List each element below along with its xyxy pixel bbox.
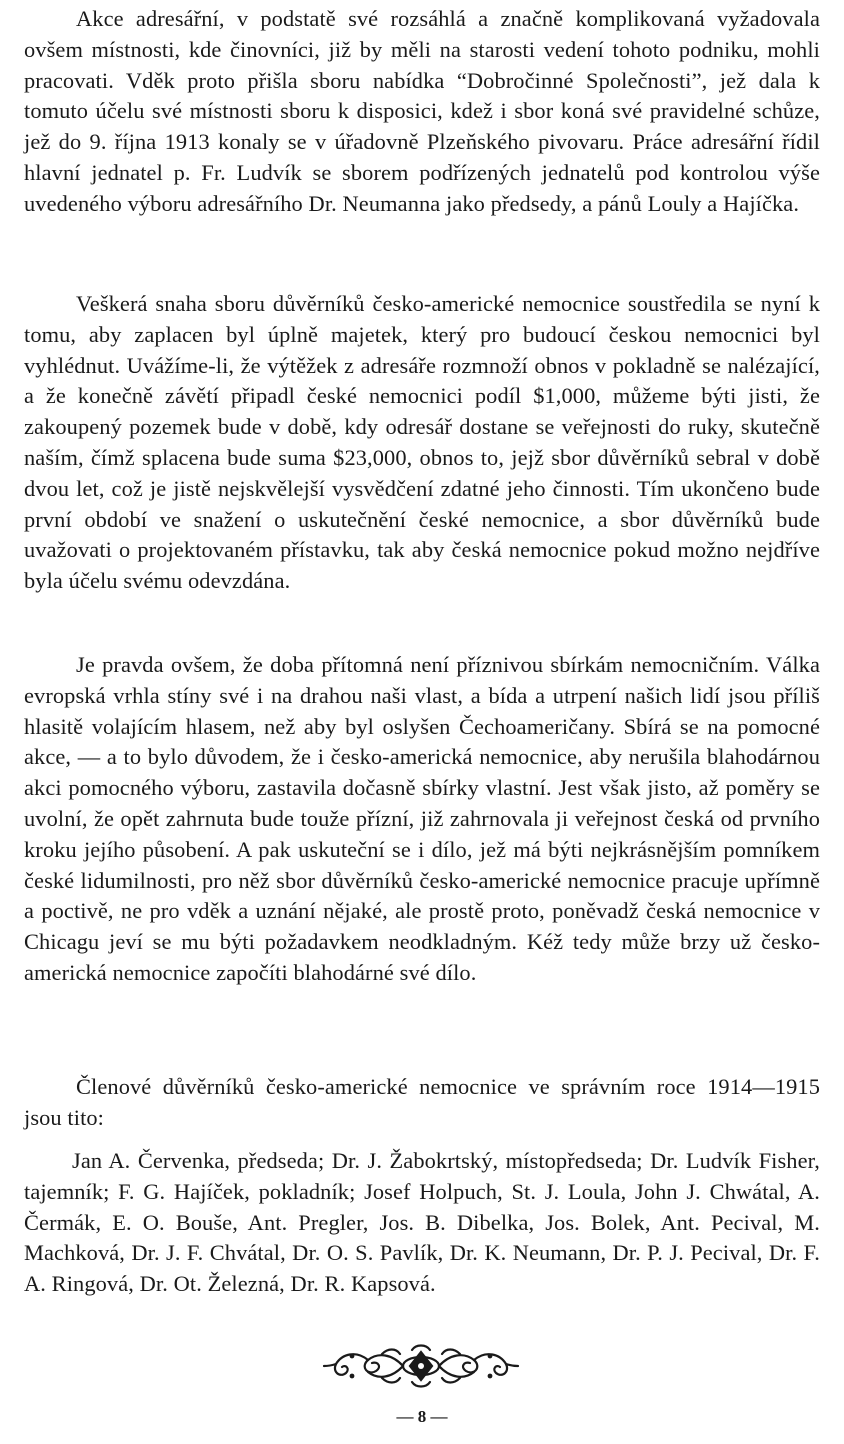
page-number: — 8 — (396, 1407, 448, 1426)
decorative-scroll-icon (322, 1340, 520, 1392)
paragraph-war-collections: Je pravda ovšem, že doba přítomná není příznivou sbírkám nemocničním. Válka evropská vrhla stíny své i na drahou naši vlast, a bída a utrpení našich lidí jsou příliš hlasitě volajícím hlasem, než aby byl oslyšen Čechoameričany. Sbírá se na pomocné akce, — a to bylo důvodem, že i česko-americká nemocnice, aby nerušila blahodárnou akci pomocného výboru, zastavila dočasně sbírky vlastní. Jest však jisto, až poměry se uvolní, že opět zahrnuta bude touže přízní, již zahrnovala ji veřejnost česká od prvního kroku jejího působení. A pak uskuteční se i dílo, jež má býti nejkrásnějším pomníkem české lidumilnosti, pro něž sbor důvěrníků česko-americké nemocnice pracuje upřímně a poctivě, ne pro vděk a uznání nějaké, ale prostě proto, poněvadž česká nemocnice v Chicagu jeví se mu býti požadavkem neodkladným. Kéž tedy může brzy už česko-americká nemocnice započíti blahodárné své dílo. (24, 652, 820, 985)
paragraph-members-list: Jan A. Červenka, předseda; Dr. J. Žabokrtský, místopředseda; Dr. Ludvík Fisher, tajemník; F. G. Hajíček, pokladník; Josef Holpuch, St. J. Loula, John J. Chwátal, A. Čermák, E. O. Bouše, Ant. Pregler, Jos. B. Dibelka, Jos. Bolek, Ant. Pecival, M. Machková, Dr. J. F. Chvátal, Dr. O. S. Pavlík, Dr. K. Neumann, Dr. P. J. Pecival, Dr. F. A. Ringová, Dr. Ot. Železná, Dr. R. Kapsová. (24, 1148, 820, 1297)
paragraph-members-intro: Členové důvěrníků česko-americké nemocnice ve správním roce 1914—1915 jsou tito: (24, 1074, 820, 1130)
paragraph-address-campaign: Akce adresářní, v podstatě své rozsáhlá a značně komplikovaná vyžadovala ovšem místnosti, kde činovníci, již by měli na starosti vedení tohoto podniku, mohli pracovati. Vděk proto přišla sboru nabídka “Dobročinné Společnosti”, jež dala k tomuto účelu své místnosti sboru k disposici, kdež i sbor koná své pravidelné schůze, jež do 9. října 1913 konaly se v úřadovně Plzeňského pivovaru. Práce adresářní řídil hlavní jednatel p. Fr. Ludvík se sborem podřízených jednatelů pod kontrolou výše uvedeného výboru adresářního Dr. Neumanna jako předsedy, a pánů Louly a Hajíčka. (24, 6, 820, 216)
paragraph-property-payment: Veškerá snaha sboru důvěrníků česko-americké nemocnice soustředila se nyní k tomu, aby zaplacen byl úplně majetek, který pro budoucí českou nemocnici byl vyhlédnut. Uvážíme-li, že výtěžek z adresáře rozmnoží obnos v pokladně se nalézající, a že konečně závětí připadl české nemocnici podíl $1,000, můžeme býti jisti, že zakoupený pozemek bude v době, kdy odresář dostane se veřejnosti do ruky, skutečně naším, čímž splacena bude suma $23,000, obnos to, jejž sbor důvěrníků sebral v době dvou let, což je jistě nejskvělejší vysvědčení zdatné jeho činnosti. Tím ukončeno bude první období ve snažení o uskutečnění české nemocnice, a sbor důvěrníků bude uvažovati o projektovaném přístavku, tak aby česká nemocnice pokud možno nejdříve byla účelu svému odevzdána. (24, 291, 820, 594)
